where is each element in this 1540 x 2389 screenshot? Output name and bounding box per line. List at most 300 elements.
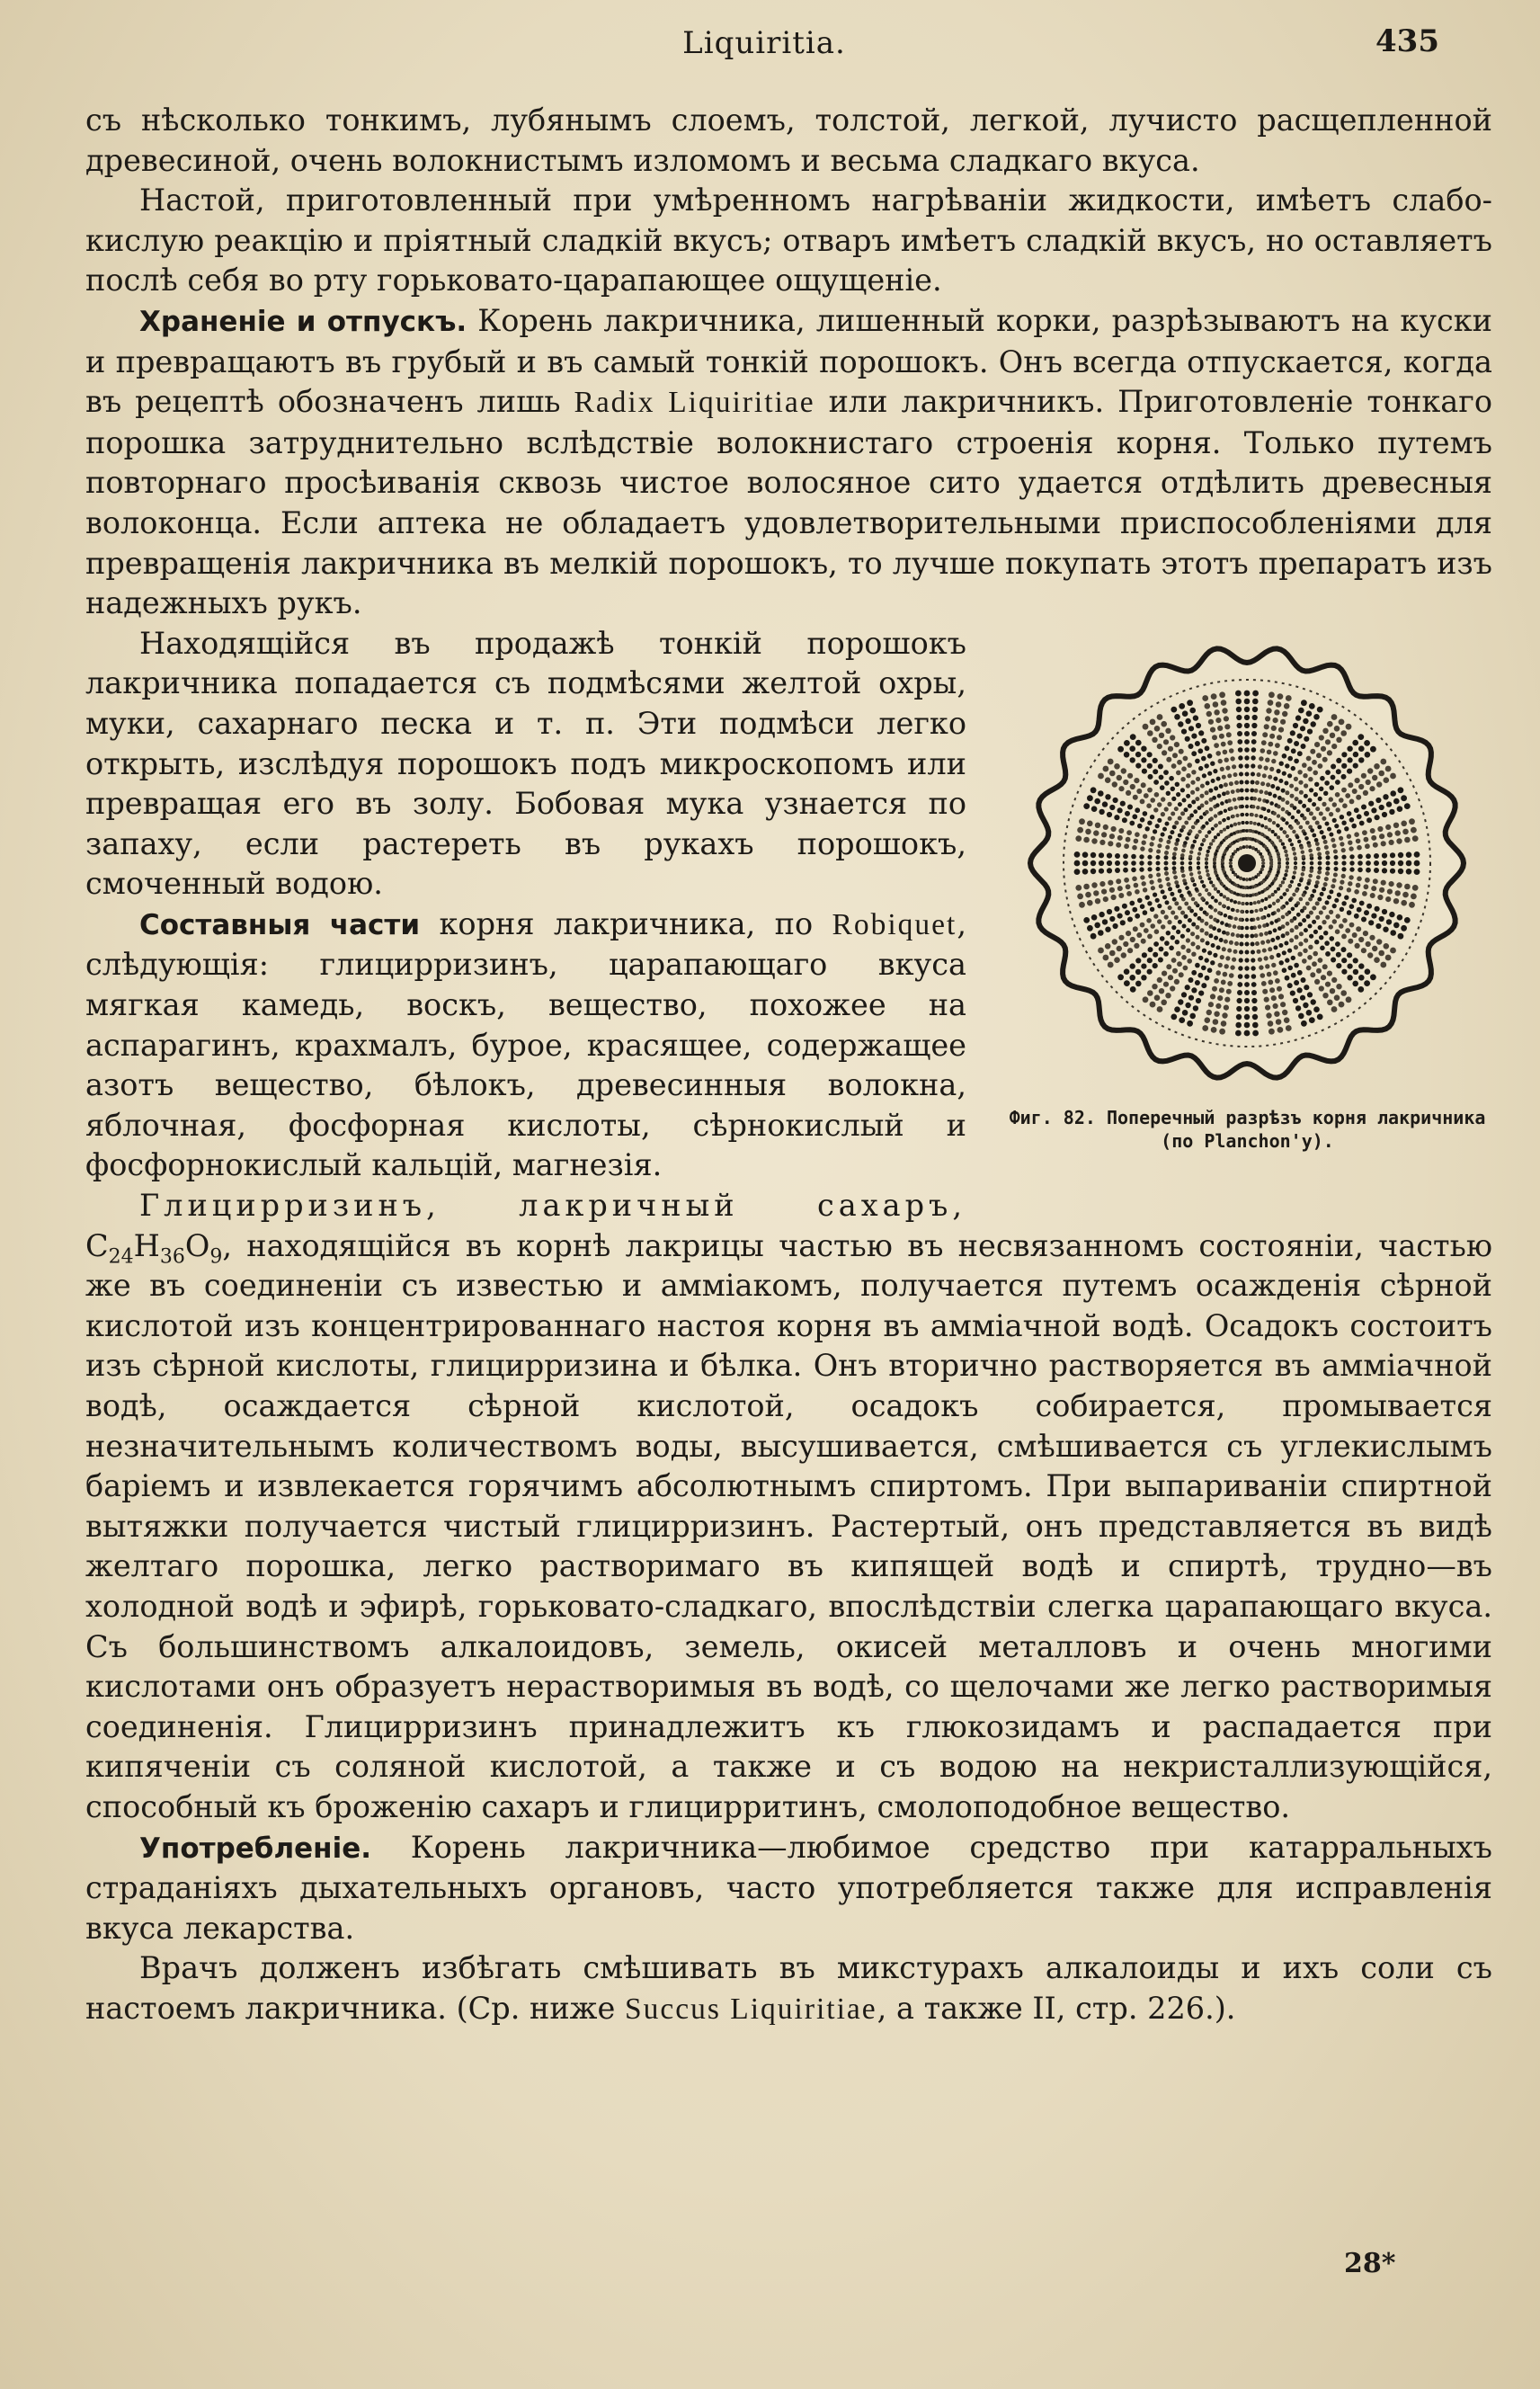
cell-dot bbox=[1153, 941, 1159, 947]
cell-dot bbox=[1251, 723, 1257, 728]
cell-dot bbox=[1271, 881, 1275, 885]
cell-dot bbox=[1190, 790, 1195, 795]
cell-dot bbox=[1131, 867, 1136, 872]
cell-dot bbox=[1347, 952, 1352, 958]
cell-dot bbox=[1357, 876, 1362, 881]
cell-dot bbox=[1222, 904, 1225, 907]
cell-dot bbox=[1190, 780, 1195, 784]
cell-dot bbox=[1341, 947, 1347, 952]
cell-dot bbox=[1264, 790, 1268, 795]
cell-dot bbox=[1329, 924, 1333, 929]
cell-dot bbox=[1289, 938, 1294, 942]
cell-dot bbox=[1341, 958, 1347, 963]
cell-dot bbox=[1154, 929, 1160, 934]
cell-dot bbox=[1257, 900, 1260, 904]
cell-dot bbox=[1188, 861, 1192, 865]
cell-dot bbox=[1135, 832, 1140, 837]
cell-dot bbox=[1164, 855, 1169, 860]
cell-dot bbox=[1171, 786, 1175, 790]
cell-dot bbox=[1297, 839, 1301, 842]
cell-dot bbox=[1148, 848, 1153, 852]
cell-dot bbox=[1196, 945, 1200, 949]
cell-dot bbox=[1233, 840, 1236, 843]
cell-dot bbox=[1126, 884, 1131, 889]
cell-dot bbox=[1288, 897, 1292, 901]
cell-dot bbox=[1152, 736, 1157, 742]
cell-dot bbox=[1340, 842, 1344, 846]
cell-dot bbox=[1325, 770, 1331, 775]
cell-dot bbox=[1287, 812, 1292, 816]
cell-dot bbox=[1294, 758, 1299, 763]
cell-dot bbox=[1308, 798, 1313, 802]
latin-term-succus: Succus Liquiritiae bbox=[624, 1992, 877, 2026]
cell-dot bbox=[1211, 896, 1215, 899]
cell-dot bbox=[1301, 744, 1306, 749]
cell-dot bbox=[1284, 1017, 1290, 1023]
cell-dot bbox=[1098, 930, 1104, 936]
cell-dot bbox=[1304, 735, 1309, 741]
cell-dot bbox=[1208, 933, 1213, 938]
cell-dot bbox=[1259, 908, 1262, 912]
cell-dot bbox=[1172, 856, 1177, 860]
cell-dot bbox=[1277, 769, 1281, 773]
cell-dot bbox=[1347, 811, 1352, 816]
cell-dot bbox=[1294, 866, 1297, 869]
cell-dot bbox=[1221, 741, 1226, 746]
cell-dot bbox=[1215, 823, 1218, 826]
cell-dot bbox=[1376, 939, 1382, 944]
cell-dot bbox=[1132, 814, 1137, 819]
cell-dot bbox=[1227, 740, 1233, 745]
cell-dot bbox=[1218, 821, 1222, 825]
cell-dot bbox=[1322, 834, 1326, 839]
cell-dot bbox=[1115, 860, 1120, 866]
cell-dot bbox=[1109, 949, 1116, 956]
cell-dot bbox=[1255, 941, 1260, 946]
cell-dot bbox=[1322, 887, 1326, 891]
cell-dot bbox=[1083, 917, 1090, 923]
cell-dot bbox=[1339, 798, 1344, 803]
cell-dot bbox=[1200, 803, 1205, 807]
cell-dot bbox=[1172, 869, 1177, 874]
cell-dot bbox=[1172, 967, 1178, 973]
cell-dot bbox=[1373, 842, 1378, 848]
cell-dot bbox=[1385, 896, 1391, 902]
cell-dot bbox=[1157, 818, 1162, 823]
cell-dot bbox=[1217, 794, 1222, 798]
cell-dot bbox=[1142, 881, 1146, 886]
cell-dot bbox=[1279, 826, 1283, 830]
cell-dot bbox=[1186, 773, 1190, 778]
cell-dot bbox=[1277, 908, 1280, 912]
cell-dot bbox=[1274, 833, 1277, 836]
cell-dot bbox=[1074, 860, 1081, 866]
cell-dot bbox=[1340, 990, 1347, 996]
cell-dot bbox=[1174, 901, 1179, 905]
cell-dot bbox=[1077, 826, 1083, 833]
cell-dot bbox=[1147, 787, 1153, 792]
cell-dot bbox=[1229, 973, 1234, 978]
cell-dot bbox=[1196, 998, 1201, 1003]
cell-dot bbox=[1147, 730, 1153, 736]
cell-dot bbox=[1240, 788, 1244, 792]
cell-dot bbox=[1165, 845, 1170, 850]
cell-dot bbox=[1312, 920, 1316, 924]
cell-dot bbox=[1085, 828, 1091, 834]
section-heading-storage: Храненіе и отпускъ. bbox=[139, 305, 467, 338]
cell-dot bbox=[1219, 784, 1224, 789]
cell-dot bbox=[1282, 1010, 1287, 1015]
cell-dot bbox=[1390, 852, 1395, 858]
cell-dot bbox=[1162, 826, 1167, 831]
cell-dot bbox=[1174, 880, 1179, 885]
cell-dot bbox=[1348, 840, 1352, 844]
cell-dot bbox=[1198, 955, 1203, 959]
cell-dot bbox=[1182, 1010, 1188, 1016]
cell-dot bbox=[1273, 1003, 1278, 1009]
cell-dot bbox=[1256, 839, 1260, 842]
cell-dot bbox=[1217, 911, 1221, 914]
cell-dot bbox=[1375, 905, 1380, 911]
cell-dot bbox=[1233, 823, 1237, 826]
cell-dot bbox=[1313, 792, 1318, 797]
cell-dot bbox=[1287, 983, 1293, 988]
cell-dot bbox=[1390, 947, 1396, 953]
cell-dot bbox=[1323, 882, 1328, 887]
cell-dot bbox=[1197, 830, 1201, 833]
cell-dot bbox=[1383, 926, 1388, 932]
cell-dot bbox=[1334, 867, 1339, 871]
cell-dot bbox=[1205, 901, 1208, 905]
cell-dot bbox=[1364, 910, 1369, 915]
cell-dot bbox=[1270, 784, 1275, 789]
cell-dot bbox=[1314, 781, 1319, 786]
cell-dot bbox=[1116, 878, 1121, 884]
cell-dot bbox=[1310, 972, 1315, 977]
constituents-text-b: , слѣдующія: глицирризинъ, царапающаго вкуса мягкая камедь, воскъ, вещество, похожее на аспарагинъ, крахмалъ, бурое, красящее, содержащее азотъ вещество, бѣлокъ, древесинныя волокна, яблочная, фосфорная кислоты, сѣрнокислый и фосфорнокислый кальцій, магнезія. bbox=[85, 905, 966, 1183]
cell-dot bbox=[1187, 1021, 1193, 1027]
formula-h-count: 36 bbox=[159, 1245, 185, 1269]
cell-dot bbox=[1308, 848, 1313, 852]
cell-dot bbox=[1268, 700, 1274, 706]
cell-dot bbox=[1141, 782, 1146, 788]
cell-dot bbox=[1409, 818, 1415, 825]
cell-dot bbox=[1242, 902, 1245, 905]
cell-dot bbox=[1205, 922, 1209, 926]
cell-dot bbox=[1155, 824, 1160, 828]
cell-dot bbox=[1168, 975, 1173, 980]
cell-dot bbox=[1257, 949, 1261, 954]
cell-dot bbox=[1236, 715, 1242, 720]
cell-dot bbox=[1147, 990, 1153, 996]
formula-o-count: 9 bbox=[209, 1245, 223, 1269]
cell-dot bbox=[1347, 833, 1351, 838]
cell-dot bbox=[1209, 842, 1213, 846]
cell-dot bbox=[1317, 851, 1322, 856]
cell-dot bbox=[1245, 925, 1250, 930]
cell-dot bbox=[1291, 766, 1295, 771]
cell-dot bbox=[1210, 994, 1215, 999]
cell-dot bbox=[1201, 738, 1206, 744]
cell-dot bbox=[1136, 932, 1142, 938]
cell-dot bbox=[1085, 892, 1091, 898]
cell-dot bbox=[1306, 881, 1311, 886]
cell-dot bbox=[1113, 923, 1118, 929]
cell-dot bbox=[1155, 897, 1160, 902]
cell-dot bbox=[1396, 882, 1402, 887]
cell-dot bbox=[1237, 982, 1242, 987]
cell-dot bbox=[1108, 961, 1114, 967]
cell-dot bbox=[1291, 816, 1295, 820]
cell-dot bbox=[1251, 747, 1257, 753]
cell-dot bbox=[1231, 890, 1234, 894]
cell-dot bbox=[1366, 817, 1372, 823]
cell-dot bbox=[1357, 814, 1362, 819]
cell-dot bbox=[1276, 1019, 1282, 1025]
cell-dot bbox=[1208, 905, 1212, 908]
cell-dot bbox=[1303, 718, 1308, 724]
cell-dot bbox=[1287, 948, 1292, 952]
cell-dot bbox=[1082, 869, 1089, 875]
cell-dot bbox=[1313, 1006, 1320, 1012]
cell-dot bbox=[1322, 964, 1328, 969]
cell-dot bbox=[1219, 734, 1224, 739]
cell-dot bbox=[1268, 827, 1271, 831]
cell-dot bbox=[1162, 895, 1167, 899]
cell-dot bbox=[1292, 847, 1295, 851]
cell-dot bbox=[1227, 948, 1232, 952]
cell-dot bbox=[1147, 752, 1153, 757]
cell-dot bbox=[1337, 892, 1341, 896]
cell-dot bbox=[1152, 984, 1157, 989]
cell-dot bbox=[1229, 781, 1233, 786]
cell-dot bbox=[1251, 990, 1257, 995]
cell-dot bbox=[1323, 790, 1328, 795]
cell-dot bbox=[1163, 951, 1169, 957]
cell-dot bbox=[1297, 751, 1303, 756]
storage-text-b: или лакричникъ. Приготовленіе тонкаго порошка затруднительно вслѣдствіе волокнистаго строенія корня. Только путемъ повторнаго просѣиванія сквозь чистое волосяное сито удается отдѣлить древесныя волоконца. Если аптека не обладаетъ удовлетворительными приспособленіями для превращенія лакричника въ мелкій порошокъ, то лучше покупать этотъ препаратъ изъ надежныхъ рукъ. bbox=[85, 384, 1492, 621]
cell-dot bbox=[1307, 955, 1313, 960]
cell-dot bbox=[1245, 933, 1250, 938]
cell-dot bbox=[1312, 833, 1316, 837]
cell-dot bbox=[1390, 868, 1395, 873]
cell-dot bbox=[1244, 1014, 1250, 1020]
cell-dot bbox=[1251, 982, 1257, 987]
cell-dot bbox=[1244, 958, 1249, 962]
cell-dot bbox=[1188, 829, 1193, 833]
cell-dot bbox=[1304, 886, 1309, 890]
cell-dot bbox=[1221, 1021, 1227, 1027]
paragraph-storage bbox=[85, 301, 1492, 624]
cell-dot bbox=[1141, 963, 1146, 968]
cell-dot bbox=[1298, 941, 1303, 946]
cell-dot bbox=[1277, 859, 1281, 862]
cell-dot bbox=[1344, 826, 1349, 831]
cell-dot bbox=[1383, 794, 1388, 799]
cell-dot bbox=[1296, 821, 1301, 825]
cell-dot bbox=[1273, 751, 1278, 756]
cell-dot bbox=[1264, 897, 1268, 901]
cell-dot bbox=[1273, 970, 1278, 976]
cell-dot bbox=[1177, 961, 1182, 967]
cell-dot bbox=[1245, 878, 1249, 881]
cell-dot bbox=[1226, 906, 1230, 910]
cell-dot bbox=[1317, 869, 1322, 874]
cell-dot bbox=[1191, 770, 1196, 774]
cell-dot bbox=[1224, 724, 1230, 729]
cell-dot bbox=[1191, 843, 1195, 847]
cell-dot bbox=[1143, 724, 1149, 730]
cell-dot bbox=[1414, 851, 1420, 858]
cell-dot bbox=[1232, 815, 1235, 818]
cell-dot bbox=[1169, 776, 1174, 781]
cell-dot bbox=[1163, 770, 1169, 775]
cell-dot bbox=[1205, 888, 1208, 892]
cell-dot bbox=[1334, 824, 1339, 828]
cell-dot bbox=[1251, 837, 1255, 841]
cell-dot bbox=[1115, 868, 1120, 873]
cell-dot bbox=[1178, 833, 1182, 837]
paragraph-adulteration: Находящійся въ продажѣ тонкій порошокъ лакричника попадается съ подмѣсями желтой охры, муки, сахарнаго песка и т. п. Эти подмѣси легко открыть, изслѣдуя порошокъ подъ микроскопомъ или превращая его въ золу. Бобовая мука узнается по запаху, если растереть въ рукахъ порошокъ, смоченный водою. bbox=[85, 625, 966, 902]
cell-dot bbox=[1249, 845, 1252, 849]
cell-dot bbox=[1185, 985, 1190, 990]
cell-dot bbox=[1232, 764, 1236, 769]
cell-dot bbox=[1134, 883, 1139, 888]
cell-dot bbox=[1126, 837, 1131, 842]
cell-dot bbox=[1239, 780, 1243, 784]
cell-dot bbox=[1260, 855, 1264, 859]
cell-dot bbox=[1251, 958, 1255, 962]
cell-dot bbox=[1249, 878, 1252, 881]
cell-dot bbox=[1169, 945, 1174, 950]
cell-dot bbox=[1302, 861, 1305, 865]
cell-dot bbox=[1227, 798, 1232, 803]
cell-dot bbox=[1210, 960, 1215, 965]
cell-dot bbox=[1112, 939, 1117, 944]
cell-dot bbox=[1239, 917, 1242, 921]
cell-dot bbox=[1231, 932, 1235, 937]
cell-dot bbox=[1234, 806, 1238, 809]
cell-dot bbox=[1261, 740, 1267, 745]
cell-dot bbox=[1225, 956, 1230, 960]
cell-dot bbox=[1269, 801, 1274, 806]
cell-dot bbox=[1153, 829, 1157, 833]
cell-dot bbox=[1325, 981, 1331, 986]
cell-dot bbox=[1205, 834, 1208, 838]
cell-dot bbox=[1224, 923, 1229, 927]
page-title: Liquiritia. bbox=[682, 25, 846, 61]
cell-dot bbox=[1179, 894, 1184, 898]
cell-dot bbox=[1186, 794, 1190, 798]
cell-dot bbox=[1157, 843, 1162, 848]
cell-dot bbox=[1322, 727, 1328, 733]
cell-dot bbox=[1329, 812, 1333, 816]
cell-dot bbox=[1346, 996, 1352, 1003]
cell-dot bbox=[1237, 822, 1241, 825]
cell-dot bbox=[1274, 919, 1278, 923]
cell-dot bbox=[1254, 875, 1258, 878]
cell-dot bbox=[1163, 981, 1169, 986]
cell-dot bbox=[1276, 935, 1280, 940]
cell-dot bbox=[1209, 880, 1213, 884]
cell-dot bbox=[1205, 861, 1208, 865]
cell-dot bbox=[1214, 898, 1217, 902]
cell-dot bbox=[1252, 1014, 1258, 1020]
cell-dot bbox=[1366, 860, 1371, 866]
cell-dot bbox=[1197, 748, 1203, 753]
cell-dot bbox=[1099, 912, 1104, 917]
cell-dot bbox=[1199, 816, 1204, 820]
cell-dot bbox=[1130, 757, 1135, 762]
cell-dot bbox=[1145, 826, 1150, 831]
cell-dot bbox=[1268, 1021, 1274, 1027]
cell-dot bbox=[1222, 947, 1226, 951]
cell-dot bbox=[1140, 904, 1145, 909]
cell-dot bbox=[1091, 838, 1097, 843]
cell-dot bbox=[1237, 998, 1242, 1003]
cell-dot bbox=[1150, 906, 1154, 911]
cell-dot bbox=[1397, 806, 1403, 812]
cell-dot bbox=[1309, 811, 1313, 816]
cell-dot bbox=[1302, 804, 1306, 808]
cell-dot bbox=[1161, 889, 1165, 894]
cell-dot bbox=[1213, 701, 1219, 708]
cell-dot bbox=[1083, 803, 1090, 809]
cell-dot bbox=[1315, 915, 1320, 920]
cell-dot bbox=[1268, 774, 1272, 779]
cell-dot bbox=[1148, 774, 1153, 780]
cell-dot bbox=[1222, 774, 1226, 779]
cell-dot bbox=[1187, 762, 1192, 768]
cell-dot bbox=[1282, 950, 1286, 955]
cell-dot bbox=[1308, 873, 1313, 878]
cell-dot bbox=[1131, 860, 1136, 866]
cell-dot bbox=[1171, 811, 1175, 816]
cell-dot bbox=[1205, 821, 1208, 825]
cell-dot bbox=[1171, 763, 1177, 769]
cell-dot bbox=[1251, 755, 1255, 760]
cell-dot bbox=[1282, 967, 1287, 973]
cell-dot bbox=[1205, 958, 1209, 962]
cell-dot bbox=[1164, 940, 1170, 946]
cell-dot bbox=[1142, 952, 1147, 958]
cell-dot bbox=[1302, 868, 1305, 871]
cell-dot bbox=[1109, 770, 1116, 776]
cell-dot bbox=[1252, 797, 1257, 801]
cell-dot bbox=[1093, 830, 1099, 835]
cell-dot bbox=[1301, 1021, 1307, 1027]
cell-dot bbox=[1352, 980, 1358, 986]
cell-dot bbox=[1278, 884, 1282, 887]
cell-dot bbox=[1203, 910, 1207, 914]
cell-dot bbox=[1270, 840, 1274, 843]
cell-dot bbox=[1101, 888, 1107, 894]
cell-dot bbox=[1325, 871, 1330, 876]
cell-dot bbox=[1244, 731, 1250, 736]
cell-dot bbox=[1285, 745, 1290, 751]
cell-dot bbox=[1303, 773, 1307, 778]
cell-dot bbox=[1302, 762, 1307, 768]
cell-dot bbox=[1306, 755, 1312, 761]
cell-dot bbox=[1374, 957, 1380, 963]
cell-dot bbox=[1251, 998, 1257, 1003]
paragraph-2: Настой, приготовленный при умѣренномъ нагрѣваніи жидкости, имѣетъ слабо-кислую реакцію и пріятный сладкій вкусъ; отваръ имѣетъ сладкій вкусъ, но оставляетъ послѣ себя во рту горьковато-царапающее ощущеніе. bbox=[85, 183, 1492, 299]
cell-dot bbox=[1377, 895, 1383, 900]
cell-dot bbox=[1233, 900, 1237, 904]
cell-dot bbox=[1355, 943, 1360, 949]
cell-dot bbox=[1194, 901, 1198, 905]
cell-dot bbox=[1101, 832, 1107, 837]
